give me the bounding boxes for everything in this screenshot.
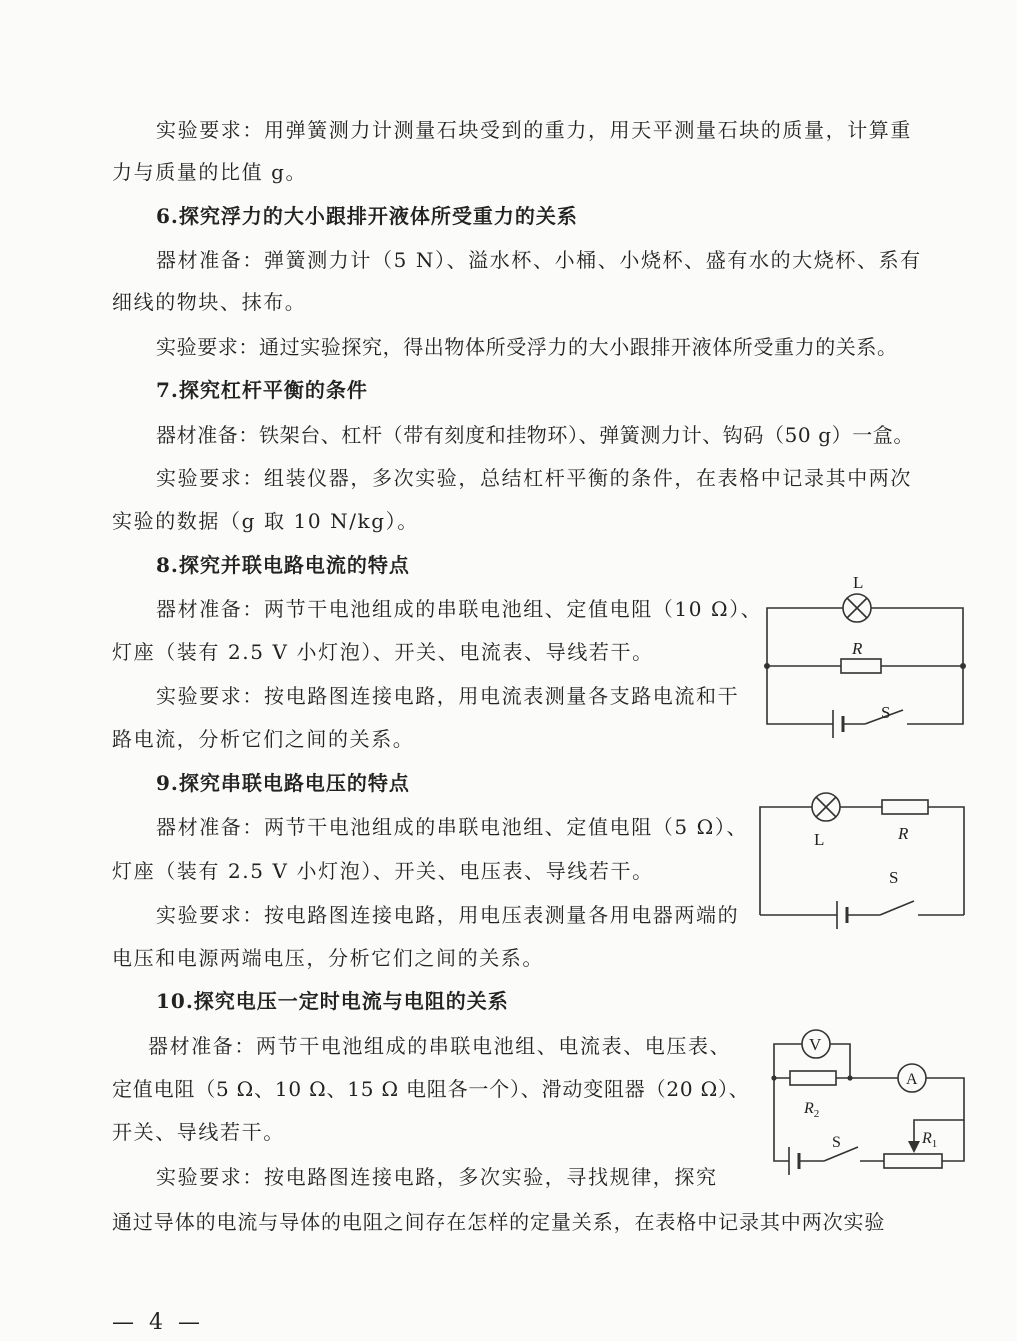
exp7-requirement-line2: 实验的数据（g 取 10 N/kg）。: [112, 509, 419, 533]
exp8-switch-label: S: [881, 703, 891, 722]
exp10-r2-resistor-icon: [790, 1071, 836, 1085]
exp8-battery-icon: [833, 710, 843, 738]
exp5-requirement-line2: 力与质量的比值 g。: [112, 160, 308, 184]
exp8-wire-bottom: [767, 666, 963, 724]
exp9-resistor-icon: [882, 800, 928, 814]
exp6-equipment-line2: 细线的物块、抹布。: [112, 290, 307, 314]
exp8-junction-right: [960, 663, 966, 669]
exp10-r2-label: [803, 1100, 819, 1120]
exp8-heading: 8.探究并联电路电流的特点: [156, 553, 410, 577]
exp10-r1-rheostat-icon: [884, 1154, 942, 1168]
exp5-requirement-line1: 实验要求：用弹簧测力计测量石块受到的重力，用天平测量石块的质量，计算重: [156, 118, 912, 142]
exp8-parallel-circuit-diagram: [755, 570, 975, 740]
exp8-requirement-line1: 实验要求：按电路图连接电路，用电流表测量各支路电流和干: [156, 684, 740, 708]
exp8-resistor-icon: [841, 659, 881, 673]
exp7-heading: 7.探究杠杆平衡的条件: [156, 378, 368, 402]
exp10-equipment-line2: 定值电阻（5 Ω、10 Ω、15 Ω 电阻各一个）、滑动变阻器（20 Ω）、: [112, 1077, 750, 1101]
exp10-heading: 10.探究电压一定时电流与电阻的关系: [156, 989, 509, 1013]
exp9-series-circuit-diagram: [752, 785, 972, 935]
exp10-r1-letter: R: [922, 1130, 932, 1147]
exp10-r1-label: [921, 1130, 937, 1150]
exp10-switch-icon: [824, 1147, 858, 1161]
exp8-resistor-label: R: [852, 639, 863, 658]
exp9-lamp-label: L: [814, 830, 825, 849]
exp9-switch-label: S: [889, 868, 899, 887]
exp10-r1-subscript: 1: [931, 1138, 938, 1150]
exp9-requirement-line1: 实验要求：按电路图连接电路，用电压表测量各用电器两端的: [156, 903, 740, 927]
exp6-heading: 6.探究浮力的大小跟排开液体所受重力的关系: [156, 204, 578, 228]
exp9-equipment-line1: 器材准备：两节干电池组成的串联电池组、定值电阻（5 Ω）、: [156, 815, 749, 839]
exp7-equipment-line1: 器材准备：铁架台、杠杆（带有刻度和挂物环）、弹簧测力计、钩码（50 g）一盒。: [156, 423, 915, 447]
exp10-equipment-line1: 器材准备：两节干电池组成的串联电池组、电流表、电压表、: [148, 1034, 732, 1058]
exp6-equipment-line1: 器材准备：弹簧测力计（5 N）、溢水杯、小桶、小烧杯、盛有水的大烧杯、系有: [156, 248, 922, 272]
exp8-lamp-icon: [843, 594, 871, 622]
exp10-rheostat-slider-arrow-icon: [908, 1141, 920, 1153]
exp10-r2-subscript: 2: [813, 1108, 820, 1120]
exp7-requirement-line1: 实验要求：组装仪器，多次实验，总结杠杆平衡的条件，在表格中记录其中两次: [156, 466, 912, 490]
exp10-main-wire-top: [774, 1078, 964, 1141]
exp10-equipment-line3: 开关、导线若干。: [112, 1120, 285, 1144]
exp9-equipment-line2: 灯座（装有 2.5 V 小灯泡）、开关、电压表、导线若干。: [112, 859, 654, 883]
exp9-resistor-label: R: [898, 824, 909, 843]
exp9-switch-icon: [880, 901, 914, 915]
exp8-equipment-line1: 器材准备：两节干电池组成的串联电池组、定值电阻（10 Ω）、: [156, 597, 763, 621]
exp10-switch-label: S: [832, 1134, 841, 1151]
page-number: — 4 —: [112, 1310, 204, 1335]
exp9-lamp-icon: [812, 793, 840, 821]
exp10-requirement-line2: 通过导体的电流与导体的电阻之间存在怎样的定量关系，在表格中记录其中两次实验: [112, 1210, 886, 1234]
exp10-junction-left: [771, 1075, 776, 1080]
exp10-voltmeter-label: V: [809, 1035, 822, 1054]
exp10-requirement-line1: 实验要求：按电路图连接电路，多次实验，寻找规律，探究: [156, 1165, 718, 1189]
exp8-lamp-label: L: [853, 573, 864, 592]
exp8-junction-left: [764, 663, 770, 669]
exp8-equipment-line2: 灯座（装有 2.5 V 小灯泡）、开关、电流表、导线若干。: [112, 640, 654, 664]
exp10-junction-right: [847, 1075, 852, 1080]
exp10-r2-letter: R: [804, 1100, 814, 1117]
exp9-battery-icon: [837, 901, 847, 929]
exp9-heading: 9.探究串联电路电压的特点: [156, 771, 410, 795]
exp8-requirement-line2: 路电流，分析它们之间的关系。: [112, 727, 415, 751]
exp10-battery-icon: [789, 1147, 799, 1175]
exp9-requirement-line2: 电压和电源两端电压，分析它们之间的关系。: [112, 946, 544, 970]
exp9-wire-top: [760, 807, 964, 915]
exp10-circuit-diagram: [752, 1025, 974, 1175]
exp6-requirement-line1: 实验要求：通过实验探究，得出物体所受浮力的大小跟排开液体所受重力的关系。: [156, 335, 898, 359]
exp10-ammeter-label: A: [906, 1071, 918, 1088]
